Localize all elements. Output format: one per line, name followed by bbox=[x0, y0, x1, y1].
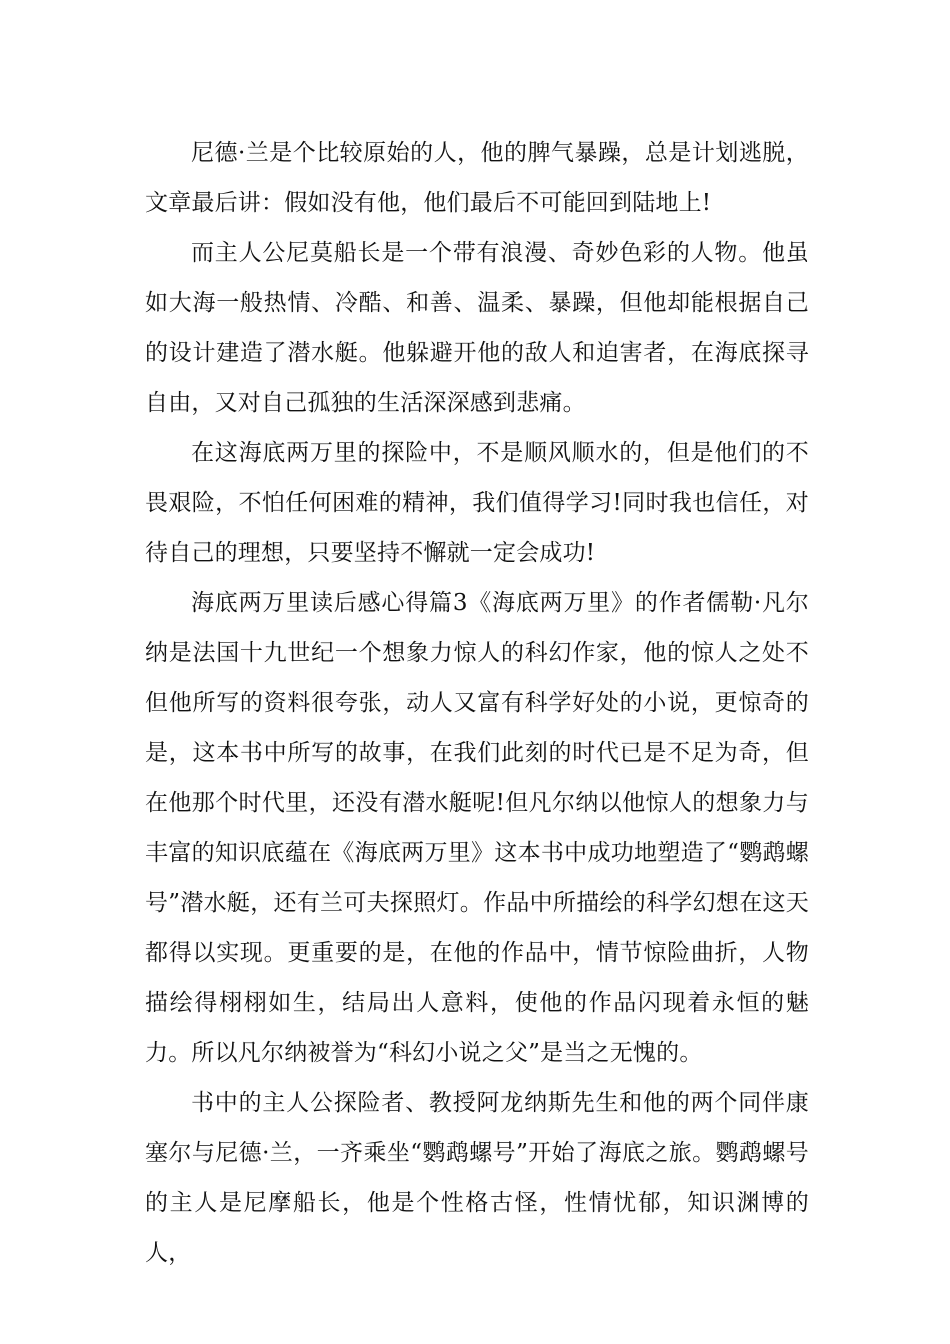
paragraph: 海底两万里读后感心得篇3《海底两万里》的作者儒勒·凡尔纳是法国十九世纪一个想象力惊人的科幻作家，他的惊人之处不但他所写的资料很夸张，动人又富有科学好处的小说，更惊奇的是，这本书中所写的故事，在我们此刻的时代已是不足为奇，但在他那个时代里，还没有潜水艇呢!但凡尔纳以他惊人的想象力与丰富的知识底蕴在《海底两万里》这本书中成功地塑造了“鹦鹉螺号”潜水艇，还有兰可夫探照灯。作品中所描绘的科学幻想在这天都得以实现。更重要的是，在他的作品中，情节惊险曲折，人物描绘得栩栩如生，结局出人意料，使他的作品闪现着永恒的魅力。所以凡尔纳被誉为“科幻小说之父”是当之无愧的。 bbox=[145, 590, 809, 1066]
paragraph: 在这海底两万里的探险中，不是顺风顺水的，但是他们的不畏艰险，不怕任何困难的精神，我们值得学习!同时我也信任，对待自己的理想，只要坚持不懈就一定会成功! bbox=[145, 440, 809, 566]
paragraph: 尼德·兰是个比较原始的人，他的脾气暴躁，总是计划逃脱，文章最后讲：假如没有他，他们最后不可能回到陆地上! bbox=[145, 140, 809, 216]
paragraph: 而主人公尼莫船长是一个带有浪漫、奇妙色彩的人物。他虽如大海一般热情、冷酷、和善、温柔、暴躁，但他却能根据自己的设计建造了潜水艇。他躲避开他的敌人和迫害者，在海底探寻自由，又对自己孤独的生活深深感到悲痛。 bbox=[145, 240, 809, 416]
document-body bbox=[145, 128, 809, 1278]
paragraph: 书中的主人公探险者、教授阿龙纳斯先生和他的两个同伴康塞尔与尼德·兰，一齐乘坐“鹦鹉螺号”开始了海底之旅。鹦鹉螺号的主人是尼摩船长，他是个性格古怪，性情忧郁，知识渊博的人， bbox=[145, 1090, 809, 1266]
